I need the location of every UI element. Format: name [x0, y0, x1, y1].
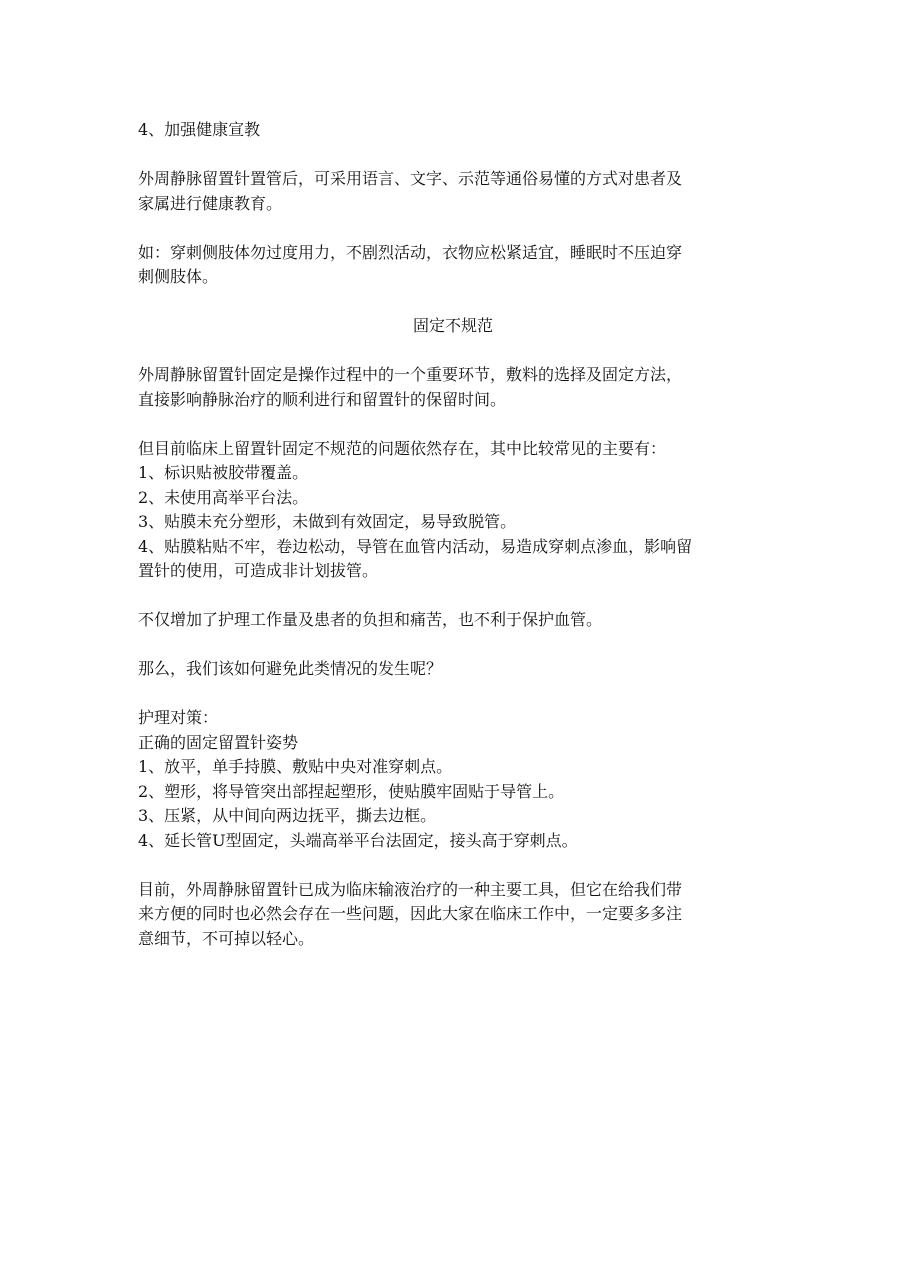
paragraph-line: 意细节，不可掉以轻心。: [138, 928, 315, 948]
subheading: 正确的固定留置针姿势: [138, 732, 299, 752]
paragraph-line: 但目前临床上留置针固定不规范的问题依然存在，其中比较常见的主要有：: [138, 438, 667, 458]
list-item: 3、贴膜未充分塑形，未做到有效固定，易导致脱管。: [138, 512, 517, 531]
section-title: 固定不规范: [412, 316, 493, 335]
paragraph-line: 如：穿刺侧肢体勿过度用力，不剧烈活动，衣物应松紧适宜，睡眠时不压迫穿: [138, 242, 683, 262]
list-item: 1、标识贴被胶带覆盖。: [138, 463, 309, 482]
list-item: 2、塑形，将导管突出部捏起塑形，使贴膜牢固贴于导管上。: [138, 781, 565, 801]
section-heading: 4、加强健康宣教: [138, 120, 261, 139]
paragraph-line: 不仅增加了护理工作量及患者的负担和痛苦，也不利于保护血管。: [138, 610, 603, 629]
list-item: 置针的使用，可造成非计划拔管。: [138, 561, 379, 580]
paragraph-line: 刺侧肢体。: [138, 267, 219, 286]
list-item: 2、未使用高举平台法。: [138, 487, 309, 507]
list-item: 4、延长管U型固定，头端高举平台法固定，接头高于穿刺点。: [138, 830, 578, 850]
paragraph-line: 来方便的同时也必然会存在一些问题，因此大家在临床工作中，一定要多多注: [138, 904, 683, 923]
subheading: 护理对策：: [138, 708, 219, 727]
list-item: 1、放平，单手持膜、敷贴中央对准穿刺点。: [138, 757, 453, 776]
document-page: [138, 118, 778, 951]
paragraph-line: 家属进行健康教育。: [138, 193, 283, 213]
paragraph-line: 目前，外周静脉留置针已成为临床输液治疗的一种主要工具，但它在给我们带: [138, 879, 683, 899]
paragraph-line: 外周静脉留置针置管后，可采用语言、文字、示范等通俗易懂的方式对患者及: [138, 169, 683, 188]
paragraph-line: 那么，我们该如何避免此类情况的发生呢？: [138, 659, 443, 678]
paragraph-line: 直接影响静脉治疗的顺利进行和留置针的保留时间。: [138, 389, 507, 409]
list-item: 3、压紧，从中间向两边抚平，撕去边框。: [138, 806, 437, 825]
paragraph-line: 外周静脉留置针固定是操作过程中的一个重要环节，敷料的选择及固定方法，: [138, 365, 683, 384]
list-item: 4、贴膜粘贴不牢，卷边松动，导管在血管内活动，易造成穿刺点渗血，影响留: [138, 536, 693, 556]
